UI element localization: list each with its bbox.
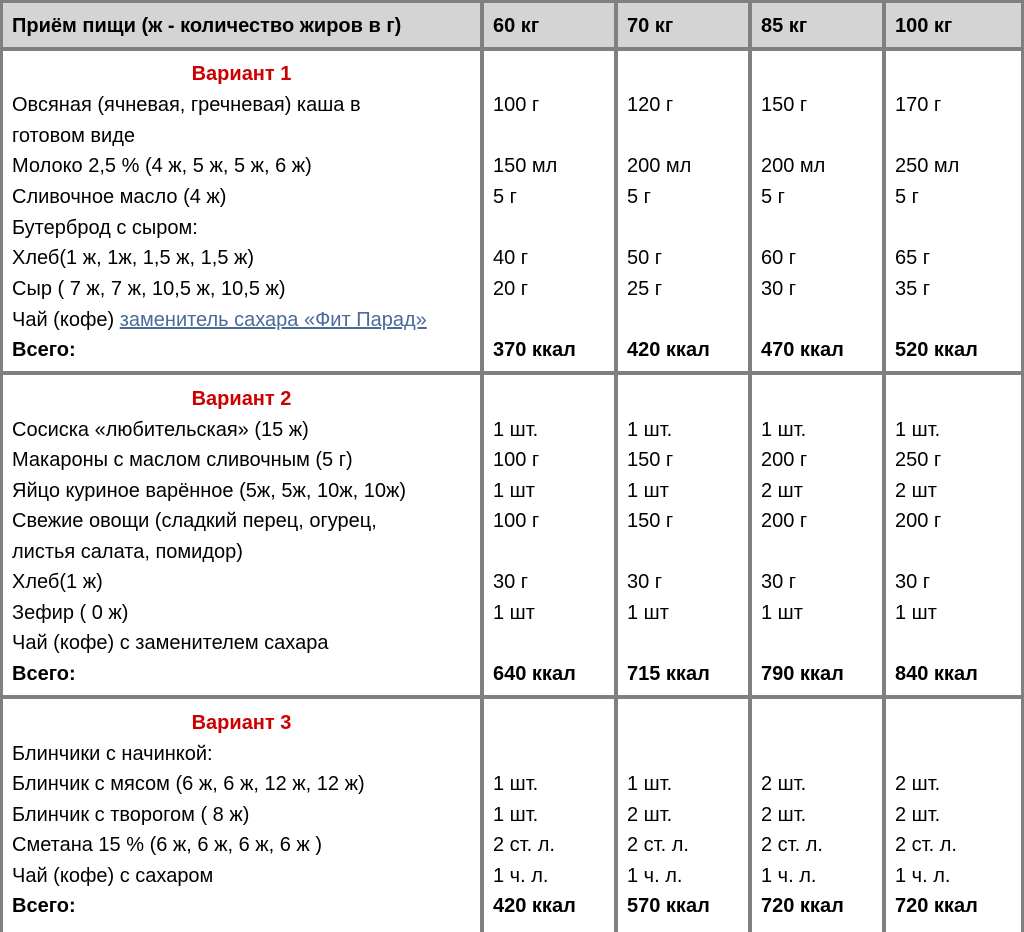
- amount-value: 1 шт: [627, 602, 669, 624]
- amount-value: 50 г: [627, 247, 663, 269]
- food-item: Сосиска «любительская» (15 ж): [12, 419, 309, 441]
- amount-value: 250 мл: [895, 155, 960, 177]
- amount-value: 2 ст. л.: [761, 834, 823, 856]
- amount-value: 1 шт.: [627, 419, 673, 441]
- header-70-label: 70 кг: [627, 15, 674, 37]
- amount-value: 5 г: [761, 186, 785, 208]
- food-item: Блинчики с начинкой:: [12, 743, 213, 765]
- amount-value: 60 г: [761, 247, 797, 269]
- header-cell-85: [752, 3, 882, 47]
- total-value: 715 ккал: [627, 663, 710, 685]
- tea-label: Чай (кофе): [12, 309, 120, 331]
- variant-3-col-70: [618, 699, 748, 932]
- amount-value: 30 г: [761, 278, 797, 300]
- food-item: Чай (кофе) с заменителем сахара: [12, 632, 329, 654]
- amount-value: 150 мл: [493, 155, 558, 177]
- amount-value: 100 г: [493, 449, 540, 471]
- amount-value: 2 шт.: [895, 804, 941, 826]
- food-item: Бутерброд с сыром:: [12, 217, 198, 239]
- food-item: Молоко 2,5 % (4 ж, 5 ж, 5 ж, 6 ж): [12, 155, 312, 177]
- amount-value: 200 мл: [761, 155, 826, 177]
- amount-value: 1 шт: [761, 602, 803, 624]
- amount-value: 2 ст. л.: [493, 834, 555, 856]
- food-item: готовом виде: [12, 125, 136, 147]
- amount-value: 150 г: [627, 510, 674, 532]
- amount-value: 1 шт: [493, 602, 535, 624]
- total-value: 720 ккал: [895, 895, 978, 917]
- food-item: Зефир ( 0 ж): [12, 602, 129, 624]
- total-value: 470 ккал: [761, 339, 844, 361]
- food-item: Сливочное масло (4 ж): [12, 186, 227, 208]
- amount-value: 65 г: [895, 247, 931, 269]
- total-label: Всего:: [12, 895, 76, 917]
- food-item: Сыр ( 7 ж, 7 ж, 10,5 ж, 10,5 ж): [12, 278, 286, 300]
- variant-1-col-100: [886, 51, 1021, 371]
- variant-3-col-60: [484, 699, 614, 932]
- variant-2-col-100: [886, 375, 1021, 695]
- food-item: Сметана 15 % (6 ж, 6 ж, 6 ж, 6 ж ): [12, 834, 323, 856]
- amount-value: 2 шт.: [761, 804, 807, 826]
- amount-value: 1 шт.: [761, 419, 807, 441]
- amount-value: 150 г: [761, 94, 808, 116]
- header-meal-label: Приём пищи (ж - количество жиров в г): [12, 15, 402, 37]
- amount-value: 40 г: [493, 247, 529, 269]
- variant-2-col-60: [484, 375, 614, 695]
- food-item-tea: [12, 305, 427, 335]
- food-item: Хлеб(1 ж, 1ж, 1,5 ж, 1,5 ж): [12, 247, 255, 269]
- amount-value: 1 шт.: [493, 419, 539, 441]
- amount-value: 250 г: [895, 449, 942, 471]
- amount-value: 200 мл: [627, 155, 692, 177]
- amount-value: 2 шт: [761, 480, 803, 502]
- amount-value: 150 г: [627, 449, 674, 471]
- header-cell-60: [484, 3, 614, 47]
- header-60-label: 60 кг: [493, 15, 540, 37]
- total-value: 520 ккал: [895, 339, 978, 361]
- amount-value: 2 шт.: [761, 773, 807, 795]
- amount-value: 1 ч. л.: [895, 865, 951, 887]
- amount-value: 30 г: [493, 571, 529, 593]
- amount-value: 120 г: [627, 94, 674, 116]
- header-cell-meal: [3, 3, 480, 47]
- amount-value: 200 г: [895, 510, 942, 532]
- amount-value: 2 шт.: [895, 773, 941, 795]
- amount-value: 2 шт: [895, 480, 937, 502]
- variant-2-food-cell: [3, 375, 480, 695]
- total-value: 420 ккал: [627, 339, 710, 361]
- variant-3-col-100: [886, 699, 1021, 932]
- header-100-label: 100 кг: [895, 15, 953, 37]
- variant-1-title: Вариант 1: [191, 63, 292, 85]
- variant-1-food-cell: [3, 51, 480, 371]
- variant-3-food-cell: [3, 699, 480, 932]
- amount-value: 100 г: [493, 94, 540, 116]
- amount-value: 200 г: [761, 449, 808, 471]
- amount-value: 30 г: [895, 571, 931, 593]
- food-item: Блинчик с творогом ( 8 ж): [12, 804, 250, 826]
- amount-value: 1 шт: [627, 480, 669, 502]
- food-item: Макароны с маслом сливочным (5 г): [12, 449, 353, 471]
- food-item: Яйцо куриное варённое (5ж, 5ж, 10ж, 10ж): [12, 480, 406, 502]
- amount-value: 5 г: [493, 186, 517, 208]
- sweetener-link[interactable]: заменитель сахара «Фит Парад»: [119, 309, 427, 331]
- total-label: Всего:: [12, 663, 76, 685]
- food-item: листья салата, помидор): [12, 541, 243, 563]
- food-item: Хлеб(1 ж): [12, 571, 103, 593]
- header-85-label: 85 кг: [761, 15, 808, 37]
- variant-1-col-70: [618, 51, 748, 371]
- amount-value: 100 г: [493, 510, 540, 532]
- amount-value: 1 шт.: [493, 804, 539, 826]
- amount-value: 170 г: [895, 94, 942, 116]
- total-value: 840 ккал: [895, 663, 978, 685]
- food-item: Овсяная (ячневая, гречневая) каша в: [12, 94, 361, 116]
- amount-value: 30 г: [627, 571, 663, 593]
- variant-2-title: Вариант 2: [191, 388, 292, 410]
- amount-value: 1 шт.: [895, 419, 941, 441]
- amount-value: 30 г: [761, 571, 797, 593]
- amount-value: 2 ст. л.: [627, 834, 689, 856]
- variant-2-col-70: [618, 375, 748, 695]
- total-value: 570 ккал: [627, 895, 710, 917]
- amount-value: 2 ст. л.: [895, 834, 957, 856]
- amount-value: 5 г: [627, 186, 651, 208]
- amount-value: 2 шт.: [627, 804, 673, 826]
- food-item: Свежие овощи (сладкий перец, огурец,: [12, 510, 377, 532]
- variant-1-col-60: [484, 51, 614, 371]
- total-value: 790 ккал: [761, 663, 844, 685]
- amount-value: 1 шт: [895, 602, 937, 624]
- amount-value: 1 шт.: [493, 773, 539, 795]
- food-item: Чай (кофе) с сахаром: [12, 865, 214, 887]
- amount-value: 1 шт: [493, 480, 535, 502]
- total-value: 370 ккал: [493, 339, 576, 361]
- food-item: Блинчик с мясом (6 ж, 6 ж, 12 ж, 12 ж): [12, 773, 365, 795]
- variant-1-col-85: [752, 51, 882, 371]
- header-cell-70: [618, 3, 748, 47]
- total-value: 720 ккал: [761, 895, 844, 917]
- amount-value: 1 шт.: [627, 773, 673, 795]
- amount-value: 1 ч. л.: [761, 865, 817, 887]
- amount-value: 1 ч. л.: [493, 865, 549, 887]
- total-label: Всего:: [12, 339, 76, 361]
- total-value: 420 ккал: [493, 895, 576, 917]
- amount-value: 1 ч. л.: [627, 865, 683, 887]
- total-value: 640 ккал: [493, 663, 576, 685]
- variant-2-col-85: [752, 375, 882, 695]
- header-cell-100: [886, 3, 1021, 47]
- amount-value: 25 г: [627, 278, 663, 300]
- amount-value: 200 г: [761, 510, 808, 532]
- amount-value: 20 г: [493, 278, 529, 300]
- variant-3-col-85: [752, 699, 882, 932]
- variant-3-title: Вариант 3: [191, 712, 292, 734]
- amount-value: 35 г: [895, 278, 931, 300]
- amount-value: 5 г: [895, 186, 919, 208]
